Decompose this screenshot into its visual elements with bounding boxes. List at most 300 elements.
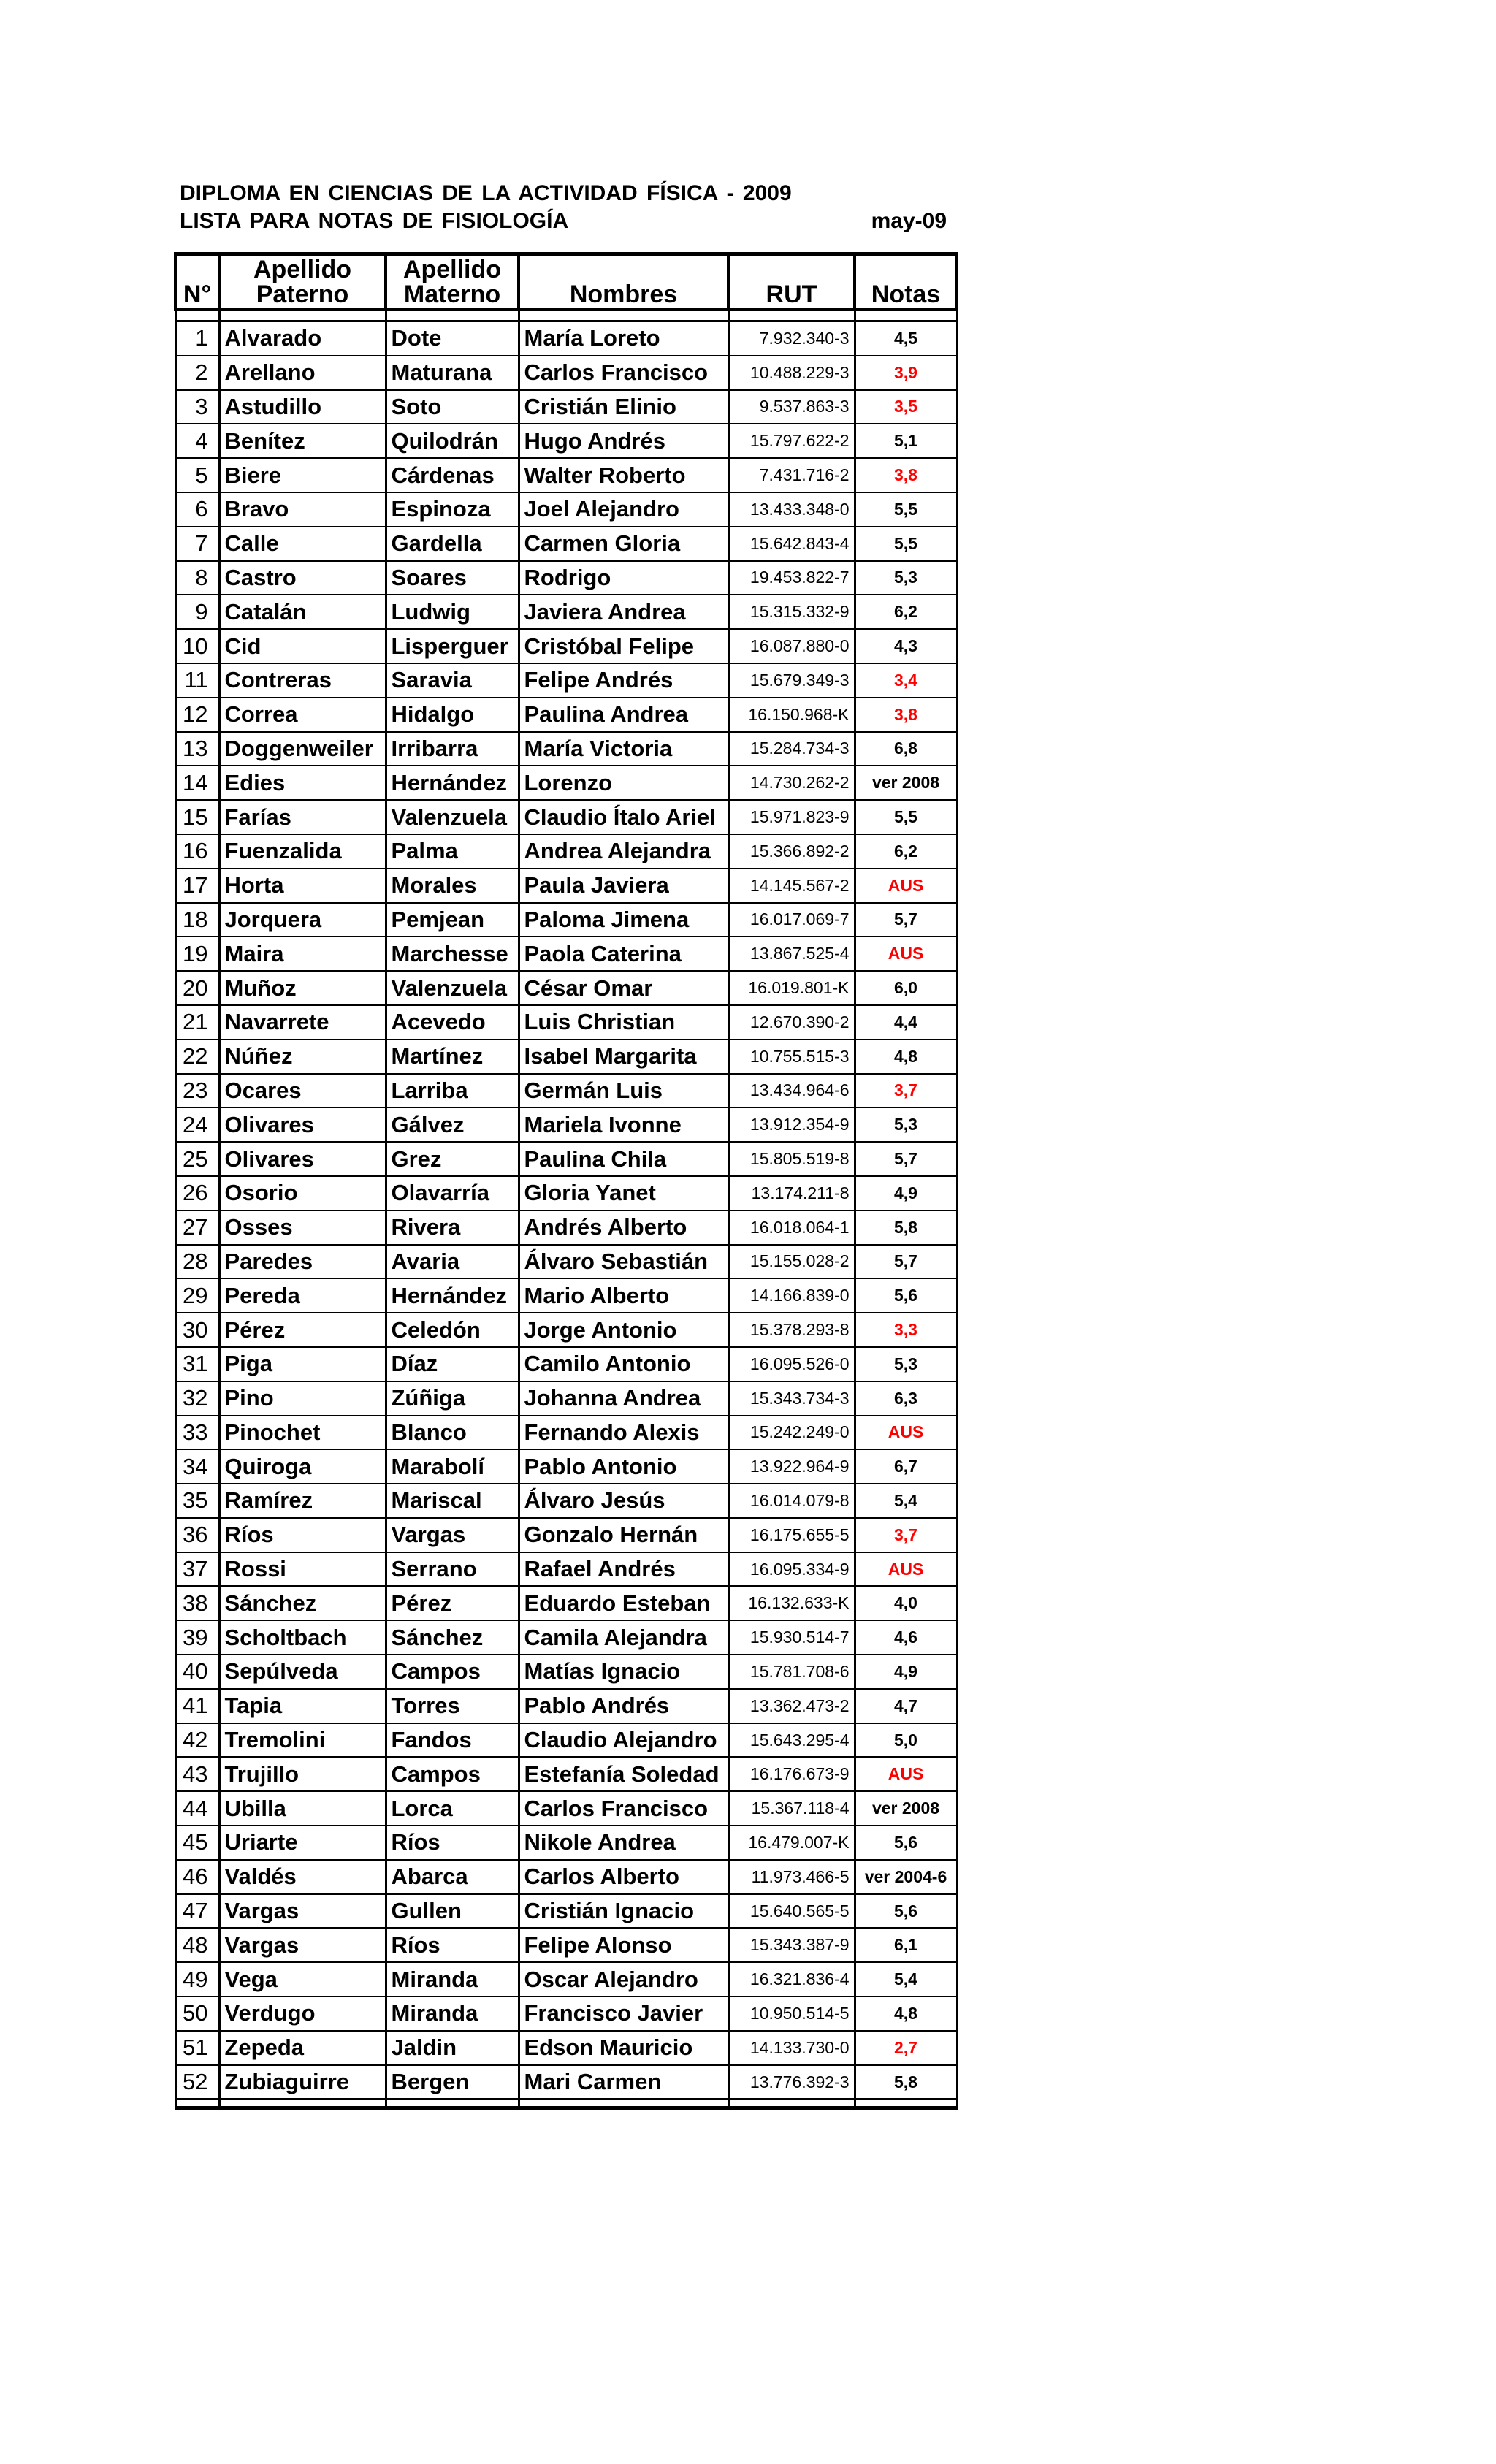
nombres-cell: Álvaro Sebastián — [519, 1245, 728, 1279]
table-row — [175, 1142, 957, 1176]
table-row — [175, 732, 957, 766]
row-number: 38 — [175, 1586, 219, 1620]
table-row — [175, 1826, 957, 1860]
header-apellido-materno: Apellido Materno — [386, 254, 519, 310]
apellido-paterno-cell: Osses — [219, 1210, 386, 1245]
nota-cell: 5,8 — [855, 2065, 957, 2099]
apellido-materno-cell: Campos — [386, 1757, 519, 1791]
apellido-paterno-cell: Paredes — [219, 1245, 386, 1279]
row-number: 12 — [175, 698, 219, 732]
header-nombres: Nombres — [519, 254, 728, 310]
table-row — [175, 1962, 957, 1996]
apellido-paterno-cell: Vargas — [219, 1894, 386, 1929]
apellido-materno-cell: Ríos — [386, 1928, 519, 1962]
apellido-materno-cell: Sánchez — [386, 1620, 519, 1655]
nota-cell: 6,2 — [855, 595, 957, 629]
nombres-cell: Pablo Antonio — [519, 1449, 728, 1484]
table-row — [175, 1313, 957, 1347]
apellido-materno-cell: Torres — [386, 1689, 519, 1723]
apellido-paterno-cell: Pino — [219, 1381, 386, 1416]
table-row — [175, 2065, 957, 2099]
apellido-materno-cell: Celedón — [386, 1313, 519, 1347]
row-number: 1 — [175, 321, 219, 356]
nota-cell: 3,3 — [855, 1313, 957, 1347]
apellido-paterno-cell: Horta — [219, 869, 386, 903]
rut-cell: 13.867.525-4 — [728, 937, 855, 971]
nombres-cell: Gonzalo Hernán — [519, 1518, 728, 1552]
row-number: 44 — [175, 1791, 219, 1826]
rut-cell: 14.133.730-0 — [728, 2031, 855, 2065]
row-number: 40 — [175, 1655, 219, 1689]
apellido-paterno-cell: Scholtbach — [219, 1620, 386, 1655]
apellido-paterno-cell: Núñez — [219, 1040, 386, 1074]
rut-cell: 9.537.863-3 — [728, 390, 855, 424]
nombres-cell: Matías Ignacio — [519, 1655, 728, 1689]
apellido-materno-cell: Abarca — [386, 1860, 519, 1894]
rut-cell: 16.176.673-9 — [728, 1757, 855, 1791]
nota-cell: AUS — [855, 869, 957, 903]
apellido-paterno-cell: Astudillo — [219, 390, 386, 424]
table-row — [175, 1278, 957, 1313]
table-row — [175, 869, 957, 903]
nombres-cell: Cristián Elinio — [519, 390, 728, 424]
nota-cell: 5,3 — [855, 1107, 957, 1142]
rut-cell: 13.174.211-8 — [728, 1176, 855, 1210]
apellido-paterno-cell: Zepeda — [219, 2031, 386, 2065]
nota-cell: AUS — [855, 1552, 957, 1587]
table-row — [175, 458, 957, 492]
nota-cell: ver 2004-6 — [855, 1860, 957, 1894]
nombres-cell: Germán Luis — [519, 1074, 728, 1108]
row-number: 26 — [175, 1176, 219, 1210]
rut-cell: 15.797.622-2 — [728, 424, 855, 458]
nombres-cell: Fernando Alexis — [519, 1416, 728, 1450]
rut-cell: 12.670.390-2 — [728, 1005, 855, 1040]
table-row — [175, 561, 957, 595]
row-number: 33 — [175, 1416, 219, 1450]
apellido-paterno-cell: Pinochet — [219, 1416, 386, 1450]
table-row — [175, 321, 957, 356]
row-number: 35 — [175, 1484, 219, 1518]
row-number: 20 — [175, 971, 219, 1005]
apellido-paterno-cell: Correa — [219, 698, 386, 732]
row-number: 39 — [175, 1620, 219, 1655]
table-row — [175, 1518, 957, 1552]
apellido-materno-cell: Serrano — [386, 1552, 519, 1587]
table-row — [175, 698, 957, 732]
rut-cell: 15.679.349-3 — [728, 663, 855, 698]
apellido-materno-cell: Dote — [386, 321, 519, 356]
nota-cell: 5,4 — [855, 1484, 957, 1518]
spacer-row — [175, 310, 957, 321]
row-number: 52 — [175, 2065, 219, 2099]
table-end-row — [175, 2099, 957, 2108]
apellido-paterno-cell: Maira — [219, 937, 386, 971]
row-number: 41 — [175, 1689, 219, 1723]
nota-cell: 5,4 — [855, 1962, 957, 1996]
row-number: 24 — [175, 1107, 219, 1142]
apellido-paterno-cell: Vargas — [219, 1928, 386, 1962]
rut-cell: 10.488.229-3 — [728, 356, 855, 390]
table-row — [175, 1723, 957, 1758]
apellido-materno-cell: Soares — [386, 561, 519, 595]
row-number: 36 — [175, 1518, 219, 1552]
nombres-cell: Carlos Francisco — [519, 356, 728, 390]
rut-cell: 15.378.293-8 — [728, 1313, 855, 1347]
row-number: 2 — [175, 356, 219, 390]
table-row — [175, 903, 957, 937]
table-row — [175, 1620, 957, 1655]
nombres-cell: Johanna Andrea — [519, 1381, 728, 1416]
apellido-materno-cell: Palma — [386, 834, 519, 869]
row-number: 29 — [175, 1278, 219, 1313]
apellido-materno-cell: Ludwig — [386, 595, 519, 629]
row-number: 50 — [175, 1996, 219, 2031]
apellido-materno-cell: Olavarría — [386, 1176, 519, 1210]
nombres-cell: Álvaro Jesús — [519, 1484, 728, 1518]
nota-cell: 4,0 — [855, 1586, 957, 1620]
table-row — [175, 1107, 957, 1142]
nota-cell: 6,8 — [855, 732, 957, 766]
apellido-materno-cell: Fandos — [386, 1723, 519, 1758]
nombres-cell: Carlos Francisco — [519, 1791, 728, 1826]
grades-table — [174, 252, 958, 2110]
nota-cell: 5,5 — [855, 800, 957, 834]
row-number: 14 — [175, 766, 219, 800]
rut-cell: 13.912.354-9 — [728, 1107, 855, 1142]
nombres-cell: Paola Caterina — [519, 937, 728, 971]
row-number: 5 — [175, 458, 219, 492]
nombres-cell: María Loreto — [519, 321, 728, 356]
apellido-materno-cell: Saravia — [386, 663, 519, 698]
rut-cell: 15.366.892-2 — [728, 834, 855, 869]
apellido-materno-cell: Soto — [386, 390, 519, 424]
apellido-materno-cell: Gálvez — [386, 1107, 519, 1142]
nota-cell: 4,6 — [855, 1620, 957, 1655]
nota-cell: 5,3 — [855, 1347, 957, 1381]
rut-cell: 10.950.514-5 — [728, 1996, 855, 2031]
rut-cell: 13.362.473-2 — [728, 1689, 855, 1723]
nombres-cell: César Omar — [519, 971, 728, 1005]
rut-cell: 11.973.466-5 — [728, 1860, 855, 1894]
table-row — [175, 1928, 957, 1962]
nota-cell: 3,4 — [855, 663, 957, 698]
apellido-materno-cell: Zúñiga — [386, 1381, 519, 1416]
apellido-paterno-cell: Farías — [219, 800, 386, 834]
apellido-materno-cell: Mariscal — [386, 1484, 519, 1518]
nota-cell: 4,4 — [855, 1005, 957, 1040]
nota-cell: 4,9 — [855, 1176, 957, 1210]
row-number: 25 — [175, 1142, 219, 1176]
rut-cell: 14.730.262-2 — [728, 766, 855, 800]
table-row — [175, 1449, 957, 1484]
apellido-paterno-cell: Ramírez — [219, 1484, 386, 1518]
table-header-row — [175, 254, 957, 310]
row-number: 22 — [175, 1040, 219, 1074]
apellido-materno-cell: Blanco — [386, 1416, 519, 1450]
row-number: 17 — [175, 869, 219, 903]
row-number: 34 — [175, 1449, 219, 1484]
rut-cell: 13.433.348-0 — [728, 492, 855, 527]
apellido-paterno-cell: Pereda — [219, 1278, 386, 1313]
nombres-cell: Felipe Alonso — [519, 1928, 728, 1962]
nombres-cell: Jorge Antonio — [519, 1313, 728, 1347]
rut-cell: 15.971.823-9 — [728, 800, 855, 834]
nombres-cell: Andrés Alberto — [519, 1210, 728, 1245]
apellido-materno-cell: Valenzuela — [386, 800, 519, 834]
nota-cell: 4,3 — [855, 629, 957, 663]
rut-cell: 15.643.295-4 — [728, 1723, 855, 1758]
apellido-paterno-cell: Muñoz — [219, 971, 386, 1005]
table-row — [175, 1655, 957, 1689]
table-row — [175, 1347, 957, 1381]
rut-cell: 13.434.964-6 — [728, 1074, 855, 1108]
nota-cell: 5,6 — [855, 1894, 957, 1929]
rut-cell: 15.367.118-4 — [728, 1791, 855, 1826]
apellido-paterno-cell: Sánchez — [219, 1586, 386, 1620]
nota-cell: 5,6 — [855, 1278, 957, 1313]
row-number: 45 — [175, 1826, 219, 1860]
table-row — [175, 834, 957, 869]
header-apellido-paterno: Apellido Paterno — [219, 254, 386, 310]
nota-cell: 3,5 — [855, 390, 957, 424]
rut-cell: 16.014.079-8 — [728, 1484, 855, 1518]
nombres-cell: Lorenzo — [519, 766, 728, 800]
apellido-materno-cell: Marchesse — [386, 937, 519, 971]
nota-cell: 4,8 — [855, 1040, 957, 1074]
rut-cell: 7.431.716-2 — [728, 458, 855, 492]
nombres-cell: Paula Javiera — [519, 869, 728, 903]
nota-cell: 5,6 — [855, 1826, 957, 1860]
row-number: 51 — [175, 2031, 219, 2065]
rut-cell: 15.805.519-8 — [728, 1142, 855, 1176]
nombres-cell: Mario Alberto — [519, 1278, 728, 1313]
table-row — [175, 1416, 957, 1450]
row-number: 4 — [175, 424, 219, 458]
table-row — [175, 766, 957, 800]
nota-cell: 3,8 — [855, 458, 957, 492]
nombres-cell: Carmen Gloria — [519, 527, 728, 561]
apellido-paterno-cell: Tapia — [219, 1689, 386, 1723]
nota-cell: 4,9 — [855, 1655, 957, 1689]
row-number: 15 — [175, 800, 219, 834]
table-row — [175, 390, 957, 424]
row-number: 18 — [175, 903, 219, 937]
nombres-cell: Felipe Andrés — [519, 663, 728, 698]
nota-cell: 6,3 — [855, 1381, 957, 1416]
nota-cell: 2,7 — [855, 2031, 957, 2065]
nota-cell: ver 2008 — [855, 766, 957, 800]
apellido-paterno-cell: Castro — [219, 561, 386, 595]
apellido-paterno-cell: Quiroga — [219, 1449, 386, 1484]
table-row — [175, 1245, 957, 1279]
table-row — [175, 2031, 957, 2065]
document-date: may-09 — [871, 209, 947, 233]
nota-cell: 6,2 — [855, 834, 957, 869]
apellido-paterno-cell: Doggenweiler — [219, 732, 386, 766]
rut-cell: 16.095.334-9 — [728, 1552, 855, 1587]
row-number: 8 — [175, 561, 219, 595]
table-row — [175, 1860, 957, 1894]
apellido-paterno-cell: Navarrete — [219, 1005, 386, 1040]
nombres-cell: Isabel Margarita — [519, 1040, 728, 1074]
table-row — [175, 492, 957, 527]
row-number: 37 — [175, 1552, 219, 1587]
row-number: 10 — [175, 629, 219, 663]
apellido-materno-cell: Espinoza — [386, 492, 519, 527]
nombres-cell: Rodrigo — [519, 561, 728, 595]
apellido-materno-cell: Grez — [386, 1142, 519, 1176]
nombres-cell: Estefanía Soledad — [519, 1757, 728, 1791]
table-row — [175, 356, 957, 390]
rut-cell: 15.781.708-6 — [728, 1655, 855, 1689]
rut-cell: 13.922.964-9 — [728, 1449, 855, 1484]
apellido-paterno-cell: Bravo — [219, 492, 386, 527]
nombres-cell: Camila Alejandra — [519, 1620, 728, 1655]
table-row — [175, 1586, 957, 1620]
table-row — [175, 1176, 957, 1210]
apellido-materno-cell: Miranda — [386, 1996, 519, 2031]
table-row — [175, 595, 957, 629]
rut-cell: 16.087.880-0 — [728, 629, 855, 663]
apellido-paterno-cell: Osorio — [219, 1176, 386, 1210]
table-row — [175, 663, 957, 698]
apellido-paterno-cell: Olivares — [219, 1142, 386, 1176]
nota-cell: 5,5 — [855, 527, 957, 561]
document-subtitle: LISTA PARA NOTAS DE FISIOLOGÍA — [180, 209, 569, 233]
apellido-materno-cell: Irribarra — [386, 732, 519, 766]
row-number: 43 — [175, 1757, 219, 1791]
row-number: 46 — [175, 1860, 219, 1894]
apellido-paterno-cell: Pérez — [219, 1313, 386, 1347]
apellido-materno-cell: Quilodrán — [386, 424, 519, 458]
rut-cell: 15.343.734-3 — [728, 1381, 855, 1416]
nombres-cell: Paloma Jimena — [519, 903, 728, 937]
nombres-cell: Mariela Ivonne — [519, 1107, 728, 1142]
rut-cell: 16.132.633-K — [728, 1586, 855, 1620]
nota-cell: 6,1 — [855, 1928, 957, 1962]
row-number: 32 — [175, 1381, 219, 1416]
nota-cell: 5,7 — [855, 1245, 957, 1279]
nombres-cell: Carlos Alberto — [519, 1860, 728, 1894]
nombres-cell: Edson Mauricio — [519, 2031, 728, 2065]
apellido-paterno-cell: Ocares — [219, 1074, 386, 1108]
nombres-cell: Paulina Chila — [519, 1142, 728, 1176]
apellido-materno-cell: Marabolí — [386, 1449, 519, 1484]
row-number: 21 — [175, 1005, 219, 1040]
row-number: 47 — [175, 1894, 219, 1929]
apellido-paterno-cell: Contreras — [219, 663, 386, 698]
rut-cell: 16.017.069-7 — [728, 903, 855, 937]
rut-cell: 15.155.028-2 — [728, 1245, 855, 1279]
row-number: 30 — [175, 1313, 219, 1347]
rut-cell: 16.095.526-0 — [728, 1347, 855, 1381]
apellido-materno-cell: Gullen — [386, 1894, 519, 1929]
nombres-cell: Eduardo Esteban — [519, 1586, 728, 1620]
nota-cell: 5,7 — [855, 903, 957, 937]
rut-cell: 16.150.968-K — [728, 698, 855, 732]
apellido-paterno-cell: Cid — [219, 629, 386, 663]
apellido-paterno-cell: Ubilla — [219, 1791, 386, 1826]
rut-cell: 13.776.392-3 — [728, 2065, 855, 2099]
table-row — [175, 1484, 957, 1518]
nombres-cell: Claudio Alejandro — [519, 1723, 728, 1758]
rut-cell: 15.930.514-7 — [728, 1620, 855, 1655]
nombres-cell: Oscar Alejandro — [519, 1962, 728, 1996]
apellido-materno-cell: Maturana — [386, 356, 519, 390]
nombres-cell: Javiera Andrea — [519, 595, 728, 629]
table-row — [175, 937, 957, 971]
rut-cell: 16.479.007-K — [728, 1826, 855, 1860]
rut-cell: 14.166.839-0 — [728, 1278, 855, 1313]
row-number: 23 — [175, 1074, 219, 1108]
nota-cell: ver 2008 — [855, 1791, 957, 1826]
apellido-paterno-cell: Calle — [219, 527, 386, 561]
apellido-paterno-cell: Arellano — [219, 356, 386, 390]
table-row — [175, 1210, 957, 1245]
apellido-materno-cell: Hernández — [386, 1278, 519, 1313]
apellido-paterno-cell: Rossi — [219, 1552, 386, 1587]
nota-cell: 4,8 — [855, 1996, 957, 2031]
apellido-materno-cell: Jaldin — [386, 2031, 519, 2065]
apellido-materno-cell: Acevedo — [386, 1005, 519, 1040]
apellido-paterno-cell: Edies — [219, 766, 386, 800]
nota-cell: AUS — [855, 1416, 957, 1450]
apellido-paterno-cell: Tremolini — [219, 1723, 386, 1758]
apellido-materno-cell: Campos — [386, 1655, 519, 1689]
apellido-paterno-cell: Biere — [219, 458, 386, 492]
row-number: 42 — [175, 1723, 219, 1758]
nombres-cell: María Victoria — [519, 732, 728, 766]
table-row — [175, 1005, 957, 1040]
nombres-cell: Walter Roberto — [519, 458, 728, 492]
rut-cell: 16.175.655-5 — [728, 1518, 855, 1552]
apellido-materno-cell: Pemjean — [386, 903, 519, 937]
apellido-materno-cell: Miranda — [386, 1962, 519, 1996]
table-row — [175, 1791, 957, 1826]
rut-cell: 10.755.515-3 — [728, 1040, 855, 1074]
table-row — [175, 1552, 957, 1587]
row-number: 6 — [175, 492, 219, 527]
row-number: 49 — [175, 1962, 219, 1996]
rut-cell: 19.453.822-7 — [728, 561, 855, 595]
row-number: 31 — [175, 1347, 219, 1381]
apellido-paterno-cell: Vega — [219, 1962, 386, 1996]
rut-cell: 16.019.801-K — [728, 971, 855, 1005]
nota-cell: 5,7 — [855, 1142, 957, 1176]
row-number: 28 — [175, 1245, 219, 1279]
apellido-materno-cell: Hidalgo — [386, 698, 519, 732]
header-notas: Notas — [855, 254, 957, 310]
apellido-materno-cell: Lorca — [386, 1791, 519, 1826]
table-body — [175, 310, 957, 2108]
rut-cell: 14.145.567-2 — [728, 869, 855, 903]
apellido-paterno-cell: Verdugo — [219, 1996, 386, 2031]
table-row — [175, 1381, 957, 1416]
apellido-materno-cell: Avaria — [386, 1245, 519, 1279]
header-rut: RUT — [728, 254, 855, 310]
apellido-paterno-cell: Uriarte — [219, 1826, 386, 1860]
nombres-cell: Mari Carmen — [519, 2065, 728, 2099]
document-title: DIPLOMA EN CIENCIAS DE LA ACTIVIDAD FÍSICA - 2009 — [180, 181, 792, 205]
apellido-materno-cell: Larriba — [386, 1074, 519, 1108]
header-num: N° — [175, 254, 219, 310]
nota-cell: AUS — [855, 937, 957, 971]
nota-cell: 3,7 — [855, 1074, 957, 1108]
row-number: 19 — [175, 937, 219, 971]
nombres-cell: Camilo Antonio — [519, 1347, 728, 1381]
table-row — [175, 1996, 957, 2031]
